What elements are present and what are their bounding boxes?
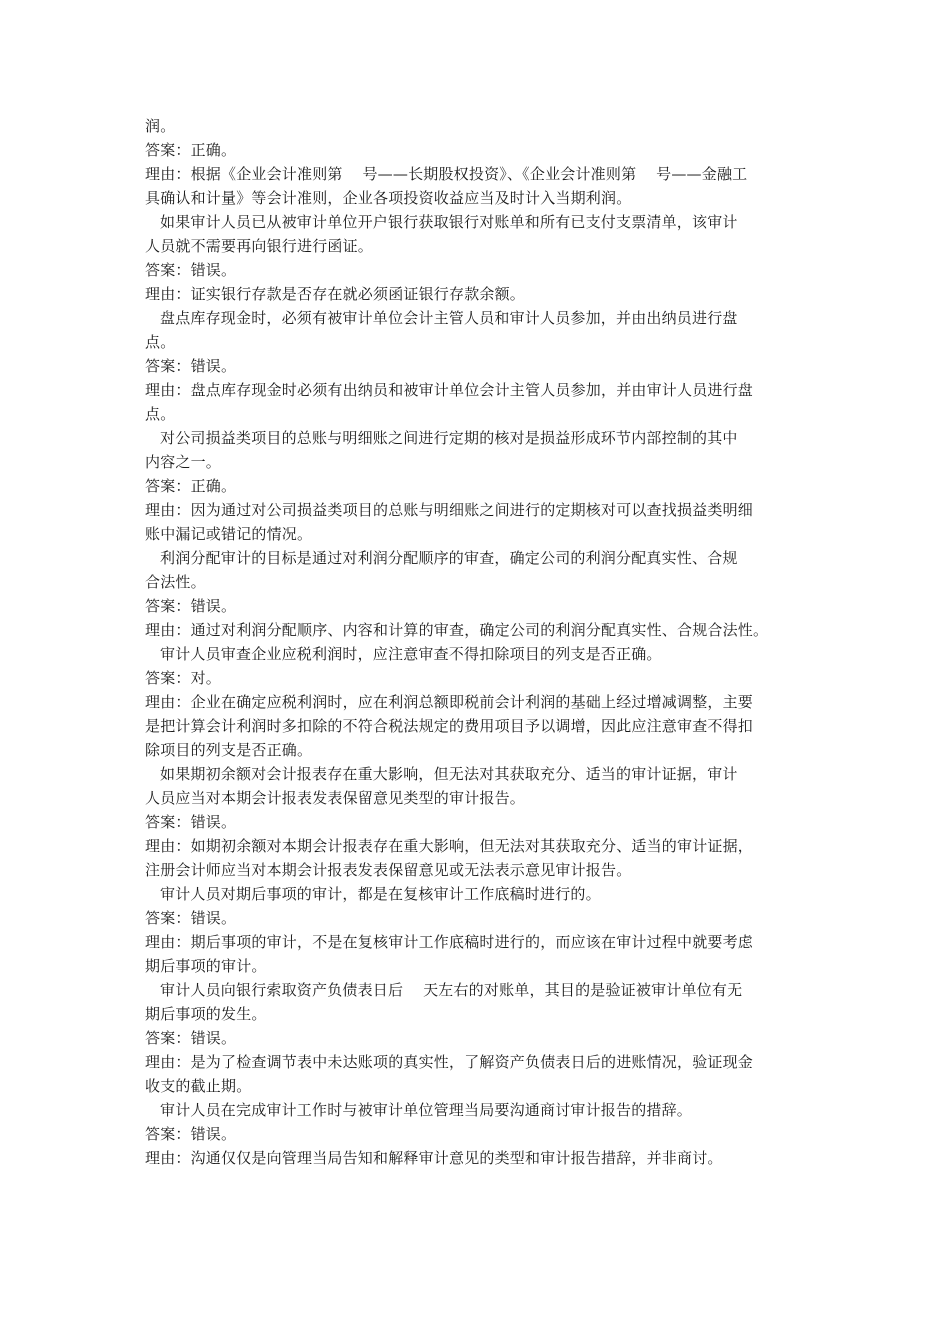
text-line: 理由：沟通仅仅是向管理当局告知和解释审计意见的类型和审计报告措辞，并非商讨。	[145, 1149, 723, 1167]
text-line: 审计人员向银行索取资产负债表日后 天左右的对账单，其目的是验证被审计单位有无	[160, 981, 743, 999]
text-line: 理由：通过对利润分配顺序、内容和计算的审查，确定公司的利润分配真实性、合规合法性。	[145, 621, 769, 639]
text-line: 账中漏记或错记的情况。	[145, 525, 313, 543]
text-line: 如果期初余额对会计报表存在重大影响，但无法对其获取充分、适当的审计证据，审计	[160, 765, 738, 783]
text-line: 答案：错误。	[145, 909, 237, 927]
text-line: 对公司损益类项目的总账与明细账之间进行定期的核对是损益形成环节内部控制的其中	[160, 429, 738, 447]
text-line: 合法性。	[145, 573, 206, 591]
text-line: 答案：错误。	[145, 1029, 237, 1047]
text-line: 理由：根据《企业会计准则第 号——长期股权投资》、《企业会计准则第 号——金融工	[145, 165, 748, 183]
text-line: 内容之一。	[145, 453, 222, 471]
text-line: 点。	[145, 333, 176, 351]
text-line: 除项目的列支是否正确。	[145, 741, 313, 759]
text-line: 答案：错误。	[145, 813, 237, 831]
document-body	[145, 114, 810, 1170]
text-line: 答案：正确。	[145, 141, 237, 159]
text-line: 人员应当对本期会计报表发表保留意见类型的审计报告。	[145, 789, 526, 807]
text-line: 如果审计人员已从被审计单位开户银行获取银行对账单和所有已支付支票清单，该审计	[160, 213, 738, 231]
text-line: 人员就不需要再向银行进行函证。	[145, 237, 374, 255]
text-line: 期后事项的审计。	[145, 957, 267, 975]
text-line: 收支的截止期。	[145, 1077, 252, 1095]
text-line: 点。	[145, 405, 176, 423]
text-line: 是把计算会计利润时多扣除的不符合税法规定的费用项目予以调增，因此应注意审查不得扣	[145, 717, 754, 735]
text-line: 答案：错误。	[145, 597, 237, 615]
text-line: 答案：错误。	[145, 357, 237, 375]
text-line: 理由：期后事项的审计，不是在复核审计工作底稿时进行的，而应该在审计过程中就要考虑	[145, 933, 754, 951]
text-line: 理由：是为了检查调节表中未达账项的真实性，了解资产负债表日后的进账情况，验证现金	[145, 1053, 754, 1071]
text-line: 答案：正确。	[145, 477, 237, 495]
text-line: 审计人员在完成审计工作时与被审计单位管理当局要沟通商讨审计报告的措辞。	[160, 1101, 693, 1119]
text-line: 润。	[145, 117, 176, 135]
text-line: 期后事项的发生。	[145, 1005, 267, 1023]
text-line: 理由：企业在确定应税利润时，应在利润总额即税前会计利润的基础上经过增减调整，主要	[145, 693, 754, 711]
text-line: 答案：错误。	[145, 1125, 237, 1143]
text-line: 答案：错误。	[145, 261, 237, 279]
text-line: 注册会计师应当对本期会计报表发表保留意见或无法表示意见审计报告。	[145, 861, 632, 879]
text-line: 理由：盘点库存现金时必须有出纳员和被审计单位会计主管人员参加，并由审计人员进行盘	[145, 381, 754, 399]
text-line: 理由：因为通过对公司损益类项目的总账与明细账之间进行的定期核对可以查找损益类明细	[145, 501, 754, 519]
text-line: 利润分配审计的目标是通过对利润分配顺序的审查，确定公司的利润分配真实性、合规	[160, 549, 738, 567]
text-line: 答案：对。	[145, 669, 222, 687]
text-line: 具确认和计量》等会计准则，企业各项投资收益应当及时计入当期利润。	[145, 189, 632, 207]
text-line: 盘点库存现金时，必须有被审计单位会计主管人员和审计人员参加，并由出纳员进行盘	[160, 309, 738, 327]
text-line: 理由：如期初余额对本期会计报表存在重大影响，但无法对其获取充分、适当的审计证据，	[145, 837, 754, 855]
text-line: 理由：证实银行存款是否存在就必须函证银行存款余额。	[145, 285, 526, 303]
text-line: 审计人员审查企业应税利润时，应注意审查不得扣除项目的列支是否正确。	[160, 645, 662, 663]
text-line: 审计人员对期后事项的审计，都是在复核审计工作底稿时进行的。	[160, 885, 601, 903]
